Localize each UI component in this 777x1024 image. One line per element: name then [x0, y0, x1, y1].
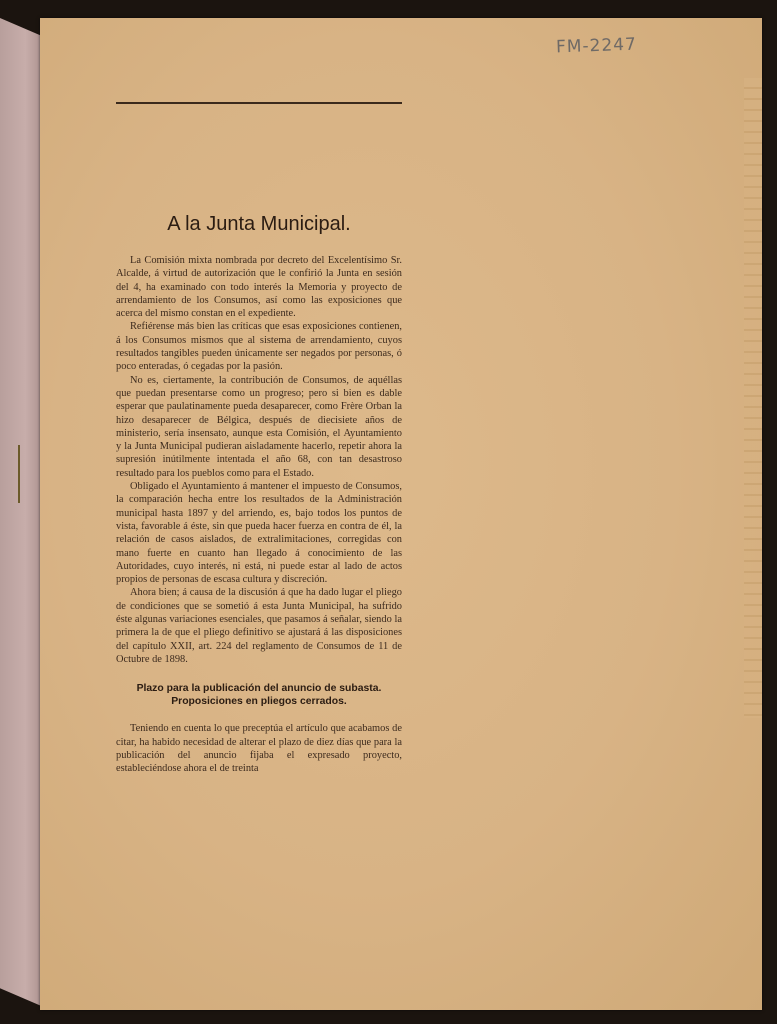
header-rule: [116, 102, 402, 104]
paragraph: No es, ciertamente, la contribución de Consumos, de aquéllas que puedan presentarse como un progreso; pero si bien es dable esperar que paulatinamente pueda desaparecer, como Frère Orban la hizo desaparecer de Bélgica, después de diecisiete años de ministerio, sería insensato, aunque esta Comisión, el Ayuntamiento y la Junta Municipal pudieran aisladamente hacerlo, repetir ahora la supresión inútilmente intentada el año 68, con tan desastroso resultado para los pueblos como para el Estado.: [116, 374, 402, 479]
document-body: [116, 254, 402, 775]
shelfmark-annotation: FM-2247: [555, 34, 638, 58]
document-title: A la Junta Municipal.: [167, 213, 351, 235]
paragraph: La Comisión mixta nombrada por decreto del Excelentísimo Sr. Alcalde, á virtud de autorización que le confirió la Junta en sesión del 4, ha examinado con todo interés la Memoria y proyecto de arrendamiento de los Consumos, así como las exposiciones que acerca del mismo constan en el expediente.: [116, 255, 402, 320]
section-heading: [116, 682, 402, 708]
worn-page-edge: [744, 78, 762, 718]
paragraph: Ahora bien; á causa de la discusión á que ha dado lugar el pliego de condiciones que se sometió á esta Junta Municipal, ha sufrido éste algunas variaciones esenciales, que pasamos á señalar, siendo la primera la de que el pliego definitivo se ajustará á las disposiciones del capítulo XXII, art. 224 del reglamento de Consumos de 11 de Octubre de 1898.: [116, 587, 402, 665]
paragraph: Refiérense más bien las críticas que esas exposiciones contienen, á los Consumos mismos que al sistema de arrendamiento, cuyos resultados tangibles pueden únicamente ser negados por personas, ó poco enteradas, ó cegadas por la pasión.: [116, 321, 402, 373]
binding-thread: [18, 445, 20, 503]
paragraph: Obligado el Ayuntamiento á mantener el impuesto de Consumos, la comparación hecha entre los resultados de la Administración municipal hasta 1897 y del arriendo, es, bajo todos los puntos de vista, favorable á éste, sin que pueda hacer fuerza en contra de él, la relación de casos aislados, de extralimitaciones, corregidas con mano fuerte en cuanto han llegado á conocimiento de las Autoridades, cuyo interés, ni está, ni puede estar al lado de actos propios de personas de escasa cultura y discreción.: [116, 481, 402, 586]
paragraph: Teniendo en cuenta lo que preceptúa el artículo que acabamos de citar, ha habido necesidad de alterar el plazo de diez días que para la publicación del anuncio fijaba el expresado proyecto, estableciéndose ahora el de treinta: [116, 723, 402, 775]
section-heading-line: Proposiciones en pliegos cerrados.: [171, 696, 347, 708]
document-page: [40, 18, 762, 1010]
section-heading-line: Plazo para la publicación del anuncio de subasta.: [136, 683, 382, 695]
